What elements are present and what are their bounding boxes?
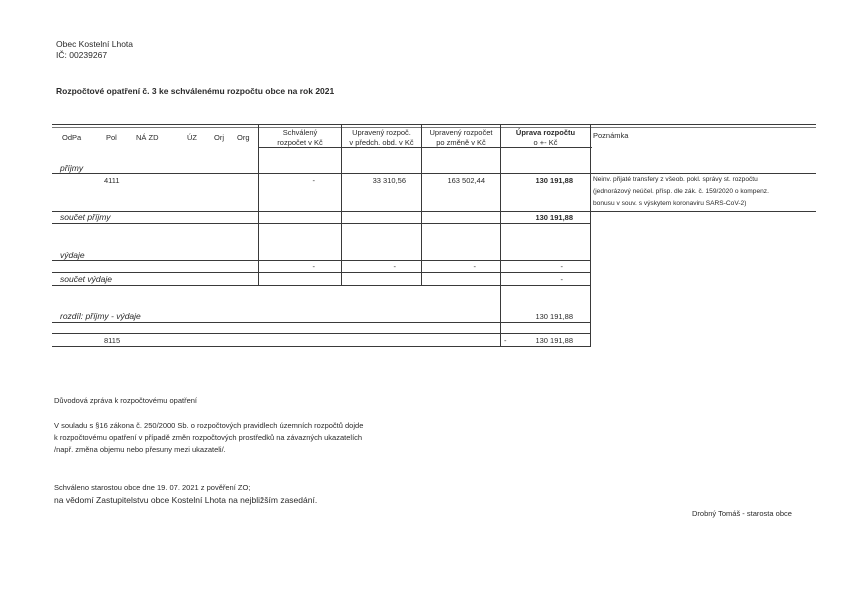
row-4111-pol: 4111: [104, 176, 120, 185]
row-line-vydaje: [52, 260, 590, 261]
row-4111-upraveny-po: 163 502,44: [447, 176, 485, 185]
vydaje-dash-uprava: -: [560, 262, 563, 271]
organization-ico: IČ: 00239267: [56, 50, 108, 60]
col-header-poznamka: Poznámka: [593, 131, 629, 140]
row-line-blank: [52, 333, 590, 334]
row-line-soucet-vydaje: [52, 285, 590, 286]
col-line-uprava-right: [590, 124, 591, 347]
vydaje-dash-upraveny: -: [393, 262, 396, 271]
header-bottom-line: [52, 173, 816, 174]
col-header-uz: ÚZ: [187, 133, 197, 142]
row-line-8115: [52, 346, 590, 347]
col-header-uprava-1: Úprava rozpočtu: [515, 128, 576, 137]
col-header-upraveny-1: Upravený rozpoč.: [352, 128, 411, 137]
row-8115-sign: -: [504, 336, 507, 345]
col-header-uprava-2: o +- Kč: [533, 138, 558, 147]
section-vydaje: výdaje: [60, 250, 85, 260]
row-line-vydaje-dash: [52, 272, 590, 273]
row-4111-note-2: (jednorázový neúčel. přísp. dle zák. č. 159/2020 o kompenz.: [593, 188, 769, 195]
document-title: Rozpočtové opatření č. 3 ke schválenému rozpočtu obce na rok 2021: [56, 86, 335, 96]
vydaje-dash-upraveny-po: -: [473, 262, 476, 271]
approval-line-2: na vědomí Zastupitelstvu obce Kostelní Lhota na nejbližším zasedání.: [54, 495, 318, 505]
reason-line-3: /např. změna objemu nebo přesuny mezi ukazateli/.: [54, 445, 226, 454]
section-rozdil: rozdíl: příjmy - výdaje: [60, 311, 141, 321]
col-header-org: Org: [237, 133, 250, 142]
col-header-schvaleny-2: rozpočet v Kč: [277, 138, 323, 147]
soucet-vydaje-value: -: [560, 275, 563, 284]
col-header-upraveny-2: v předch. obd. v Kč: [349, 138, 414, 147]
col-header-upraveny-po-1: Upravený rozpočet: [429, 128, 493, 137]
col-header-pol: Pol: [106, 133, 117, 142]
col-header-upraveny-po-2: po změně v Kč: [436, 138, 486, 147]
col-header-schvaleny-1: Schválený: [282, 128, 318, 137]
col-header-odpa: OdPa: [62, 133, 82, 142]
organization-name: Obec Kostelní Lhota: [56, 39, 134, 49]
header-mid-line: [258, 147, 592, 148]
section-soucet-prijmy: součet příjmy: [60, 212, 111, 222]
row-8115-value: 130 191,88: [535, 336, 573, 345]
row-line-rozdil: [52, 322, 590, 323]
rozdil-value: 130 191,88: [535, 312, 573, 321]
row-line-soucet-prijmy: [52, 223, 590, 224]
reason-heading: Důvodová zpráva k rozpočtovému opatření: [54, 396, 197, 405]
section-soucet-vydaje: součet výdaje: [60, 274, 112, 284]
signature-line: Drobný Tomáš - starosta obce: [692, 509, 792, 518]
approval-line-1: Schváleno starostou obce dne 19. 07. 2021 z pověření ZO;: [54, 483, 251, 492]
col-header-na-zd: NÁ ZD: [136, 133, 159, 142]
row-4111-note-1: Neinv. přijaté transfery z všeob. pokl. správy st. rozpočtu: [593, 176, 758, 183]
reason-line-1: V souladu s §16 zákona č. 250/2000 Sb. o rozpočtových pravidlech územních rozpočtů dojde: [54, 421, 364, 430]
vydaje-dash-schvaleny: -: [312, 262, 315, 271]
row-4111-uprava: 130 191,88: [535, 176, 573, 185]
soucet-prijmy-value: 130 191,88: [535, 213, 573, 222]
row-line-4111: [52, 211, 816, 212]
reason-line-2: k rozpočtovému opatření v případě změn rozpočtových prostředků na závazných ukazatelích: [54, 433, 363, 442]
table-top-border: [52, 124, 816, 125]
row-4111-upraveny: 33 310,56: [372, 176, 406, 185]
col-header-orj: Orj: [214, 133, 224, 142]
row-4111-note-3: bonusu v souv. s výskytem koronaviru SARS-CoV-2): [593, 200, 747, 207]
row-8115-pol: 8115: [104, 336, 121, 345]
section-prijmy: příjmy: [60, 163, 84, 173]
row-4111-schvaleny: -: [312, 176, 315, 185]
